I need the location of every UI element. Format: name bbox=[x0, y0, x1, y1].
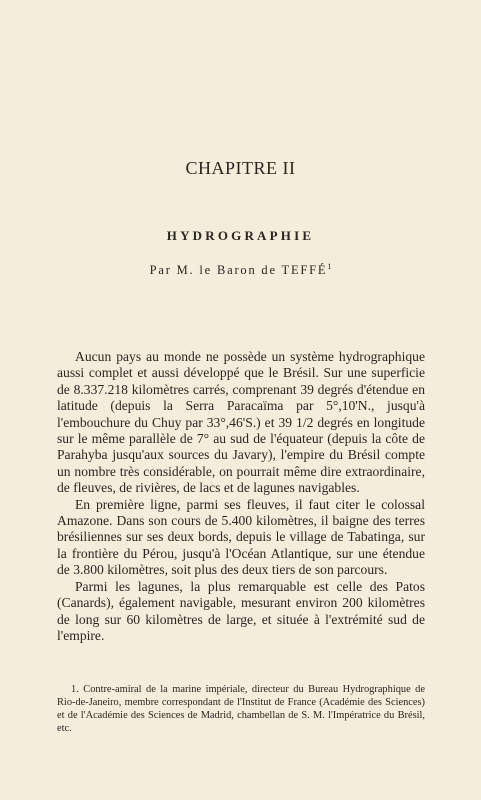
paragraph: Parmi les lagunes, la plus remarquable est celle des Patos (Canards), également navigable, mesurant environ 200 kilomètres de long sur 60 kilomètres de large, et située à l'extrémité sud de l'empire. bbox=[57, 578, 425, 643]
paragraph: En première ligne, parmi ses fleuves, il faut citer le colossal Amazone. Dans son cours de 5.400 kilomètres, il baigne des terres brésiliennes sur ses deux bords, depuis le village de Tabatinga, sur la frontière du Pérou, jusqu'à l'Océan Atlantique, sur une étendue de 3.800 kilomètres, soit plus des deux tiers de son parcours. bbox=[57, 496, 425, 578]
footnote-text: 1. Contre-amiral de la marine impériale, directeur du Bureau Hydrographique de Rio-de-Janeiro, membre correspondant de l'Institut de France (Académie des Sciences) et de l'Académie des Sciences de Madrid, chambellan de S. M. l'Impératrice du Brésil, etc. bbox=[57, 684, 425, 734]
body-text bbox=[57, 349, 425, 644]
byline-text: Par M. le Baron de TEFFÉ bbox=[149, 263, 328, 278]
section-title: HYDROGRAPHIE bbox=[166, 228, 315, 243]
author-byline bbox=[0, 262, 481, 278]
chapter-heading: CHAPITRE II bbox=[185, 158, 296, 178]
footnote bbox=[57, 683, 425, 735]
footnote-marker: 1 bbox=[327, 262, 332, 271]
paragraph: Aucun pays au monde ne possède un système hydrographique aussi complet et aussi développé que le Brésil. Sur une superficie de 8.337.218 kilomètres carrés, comprenant 39 degrés d'étendue en latitude (depuis la Serra Paracaïma par 5°,10'N., jusqu'à l'embouchure du Chuy par 33°,46'S.) et 39 1/2 degrés en longitude sur le même parallèle de 7° au sud de l'équateur (depuis la côte de Parahyba jusqu'aux sources du Javary), l'empire du Brésil compte un nombre très considérable, on pourrait même dire extraordinaire, de fleuves, de rivières, de lacs et de lagunes navigables. bbox=[57, 349, 425, 496]
